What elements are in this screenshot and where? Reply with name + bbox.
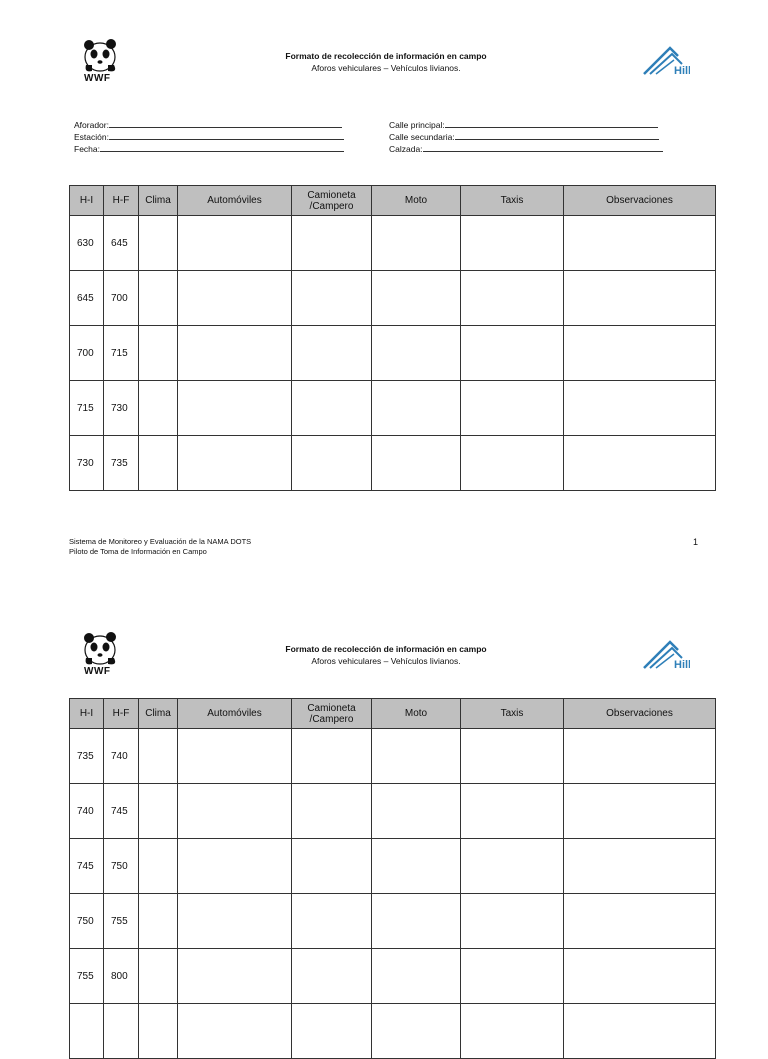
panda-icon <box>80 628 126 668</box>
cell-taxis[interactable] <box>461 216 564 271</box>
cell-h-f: 715 <box>104 326 139 381</box>
table-row <box>70 436 716 491</box>
header-h-i: H-I <box>70 186 104 216</box>
cell-camioneta[interactable] <box>292 216 372 271</box>
cell-taxis[interactable] <box>461 381 564 436</box>
table-row <box>70 784 716 839</box>
header-h-f: H-F <box>104 186 139 216</box>
cell-automoviles[interactable] <box>178 784 292 839</box>
header-clima: Clima <box>139 699 178 729</box>
field-calzada-line[interactable] <box>423 143 663 152</box>
cell-moto[interactable] <box>372 271 461 326</box>
field-aforador[interactable] <box>74 119 342 131</box>
cell-taxis[interactable] <box>461 729 564 784</box>
cell-h-f: 755 <box>104 894 139 949</box>
hill-mountain-icon <box>642 636 690 670</box>
cell-clima[interactable] <box>139 381 178 436</box>
table-row <box>70 729 716 784</box>
header-camioneta: Camioneta /Campero <box>292 699 372 729</box>
cell-taxis[interactable] <box>461 436 564 491</box>
table-header-row <box>70 699 716 729</box>
cell-camioneta[interactable] <box>292 784 372 839</box>
cell-automoviles[interactable] <box>178 949 292 1004</box>
footer-line-2: Piloto de Toma de Información en Campo <box>69 547 207 556</box>
cell-moto[interactable] <box>372 729 461 784</box>
field-calle-secundaria-label: Calle secundaria: <box>389 132 455 142</box>
cell-automoviles[interactable] <box>178 326 292 381</box>
wwf-panda-logo <box>80 628 126 678</box>
cell-camioneta[interactable] <box>292 949 372 1004</box>
cell-moto[interactable] <box>372 436 461 491</box>
table-row <box>70 949 716 1004</box>
hill-logo <box>642 636 690 670</box>
cell-clima[interactable] <box>139 839 178 894</box>
cell-automoviles[interactable] <box>178 271 292 326</box>
field-calzada[interactable] <box>389 143 663 155</box>
cell-camioneta[interactable] <box>292 729 372 784</box>
cell-taxis[interactable] <box>461 326 564 381</box>
page-2 <box>0 600 768 1024</box>
header-h-i: H-I <box>70 699 104 729</box>
cell-moto[interactable] <box>372 784 461 839</box>
header-taxis: Taxis <box>461 699 564 729</box>
field-fecha[interactable] <box>74 143 344 155</box>
cell-taxis[interactable] <box>461 271 564 326</box>
cell-clima[interactable] <box>139 1004 178 1059</box>
table-header-row <box>70 186 716 216</box>
cell-observaciones[interactable] <box>564 784 716 839</box>
header-moto: Moto <box>372 186 461 216</box>
cell-camioneta[interactable] <box>292 381 372 436</box>
cell-h-f: 745 <box>104 784 139 839</box>
cell-h-f: 730 <box>104 381 139 436</box>
hill-logo-text: Hill <box>674 659 690 670</box>
field-calzada-label: Calzada: <box>389 144 423 154</box>
cell-moto[interactable] <box>372 839 461 894</box>
cell-h-f: 740 <box>104 729 139 784</box>
field-estacion-label: Estación: <box>74 132 109 142</box>
cell-clima[interactable] <box>139 729 178 784</box>
field-calle-principal-label: Calle principal: <box>389 120 445 130</box>
form-title: Formato de recolección de información en campo <box>285 51 487 61</box>
form-subtitle: Aforos vehiculares – Vehículos livianos. <box>311 656 461 666</box>
cell-clima[interactable] <box>139 949 178 1004</box>
cell-automoviles[interactable] <box>178 216 292 271</box>
table-row <box>70 216 716 271</box>
header-observaciones: Observaciones <box>564 186 716 216</box>
page-footer <box>69 537 251 557</box>
cell-taxis[interactable] <box>461 839 564 894</box>
page-number: 1 <box>693 537 699 547</box>
cell-automoviles[interactable] <box>178 436 292 491</box>
hill-mountain-icon <box>642 42 690 76</box>
cell-observaciones[interactable] <box>564 326 716 381</box>
cell-clima[interactable] <box>139 271 178 326</box>
cell-h-i: 745 <box>70 839 104 894</box>
cell-clima[interactable] <box>139 784 178 839</box>
cell-moto[interactable] <box>372 949 461 1004</box>
cell-taxis[interactable] <box>461 949 564 1004</box>
field-fecha-label: Fecha: <box>74 144 100 154</box>
cell-observaciones[interactable] <box>564 436 716 491</box>
field-estacion[interactable] <box>74 131 344 143</box>
cell-observaciones[interactable] <box>564 271 716 326</box>
cell-observaciones[interactable] <box>564 216 716 271</box>
cell-observaciones[interactable] <box>564 894 716 949</box>
header-automoviles: Automóviles <box>178 186 292 216</box>
field-calle-secundaria[interactable] <box>389 131 659 143</box>
cell-h-f <box>104 1004 139 1059</box>
cell-camioneta[interactable] <box>292 436 372 491</box>
table-row <box>70 326 716 381</box>
cell-h-i: 645 <box>70 271 104 326</box>
cell-camioneta[interactable] <box>292 271 372 326</box>
cell-h-f: 700 <box>104 271 139 326</box>
cell-camioneta[interactable] <box>292 894 372 949</box>
cell-camioneta[interactable] <box>292 1004 372 1059</box>
header-automoviles: Automóviles <box>178 699 292 729</box>
footer-line-1: Sistema de Monitoreo y Evaluación de la NAMA DOTS <box>69 537 252 546</box>
cell-camioneta[interactable] <box>292 839 372 894</box>
header-h-f: H-F <box>104 699 139 729</box>
cell-h-i: 740 <box>70 784 104 839</box>
cell-observaciones[interactable] <box>564 949 716 1004</box>
cell-observaciones[interactable] <box>564 1004 716 1059</box>
cell-automoviles[interactable] <box>178 894 292 949</box>
cell-automoviles[interactable] <box>178 1004 292 1059</box>
field-calle-secundaria-line[interactable] <box>455 131 659 140</box>
header-moto: Moto <box>372 699 461 729</box>
cell-moto[interactable] <box>372 1004 461 1059</box>
wwf-panda-logo <box>80 35 126 85</box>
cell-h-f: 735 <box>104 436 139 491</box>
cell-h-i: 715 <box>70 381 104 436</box>
form-header <box>236 643 536 667</box>
cell-automoviles[interactable] <box>178 381 292 436</box>
cell-moto[interactable] <box>372 326 461 381</box>
panda-icon <box>80 35 126 75</box>
cell-observaciones[interactable] <box>564 839 716 894</box>
table-row <box>70 839 716 894</box>
field-calle-principal-line[interactable] <box>445 119 658 128</box>
form-header <box>236 50 536 74</box>
form-subtitle: Aforos vehiculares – Vehículos livianos. <box>311 63 461 73</box>
cell-clima[interactable] <box>139 436 178 491</box>
cell-clima[interactable] <box>139 216 178 271</box>
cell-h-i: 730 <box>70 436 104 491</box>
hill-logo-text: Hill <box>674 65 690 76</box>
cell-taxis[interactable] <box>461 1004 564 1059</box>
cell-automoviles[interactable] <box>178 839 292 894</box>
cell-taxis[interactable] <box>461 784 564 839</box>
cell-h-i <box>70 1004 104 1059</box>
field-calle-principal[interactable] <box>389 119 658 131</box>
count-table-page-2 <box>69 698 716 1059</box>
cell-h-i: 755 <box>70 949 104 1004</box>
cell-h-i: 750 <box>70 894 104 949</box>
table-row <box>70 381 716 436</box>
field-aforador-line[interactable] <box>109 119 342 128</box>
header-observaciones: Observaciones <box>564 699 716 729</box>
hill-logo <box>642 42 690 76</box>
count-table-page-1 <box>69 185 716 491</box>
field-aforador-label: Aforador: <box>74 120 109 130</box>
cell-h-i: 700 <box>70 326 104 381</box>
cell-h-i: 735 <box>70 729 104 784</box>
table-row <box>70 271 716 326</box>
cell-automoviles[interactable] <box>178 729 292 784</box>
cell-clima[interactable] <box>139 894 178 949</box>
form-title: Formato de recolección de información en campo <box>285 644 487 654</box>
header-camioneta: Camioneta /Campero <box>292 186 372 216</box>
cell-moto[interactable] <box>372 894 461 949</box>
cell-taxis[interactable] <box>461 894 564 949</box>
field-estacion-line[interactable] <box>109 131 344 140</box>
wwf-logo-text: WWF <box>84 666 111 677</box>
cell-observaciones[interactable] <box>564 381 716 436</box>
cell-observaciones[interactable] <box>564 729 716 784</box>
table-row <box>70 1004 716 1059</box>
cell-h-f: 645 <box>104 216 139 271</box>
cell-moto[interactable] <box>372 381 461 436</box>
cell-camioneta[interactable] <box>292 326 372 381</box>
header-clima: Clima <box>139 186 178 216</box>
wwf-logo-text: WWF <box>84 73 111 84</box>
table-row <box>70 894 716 949</box>
cell-clima[interactable] <box>139 326 178 381</box>
cell-h-f: 750 <box>104 839 139 894</box>
cell-moto[interactable] <box>372 216 461 271</box>
cell-h-f: 800 <box>104 949 139 1004</box>
header-taxis: Taxis <box>461 186 564 216</box>
field-fecha-line[interactable] <box>100 143 344 152</box>
cell-h-i: 630 <box>70 216 104 271</box>
